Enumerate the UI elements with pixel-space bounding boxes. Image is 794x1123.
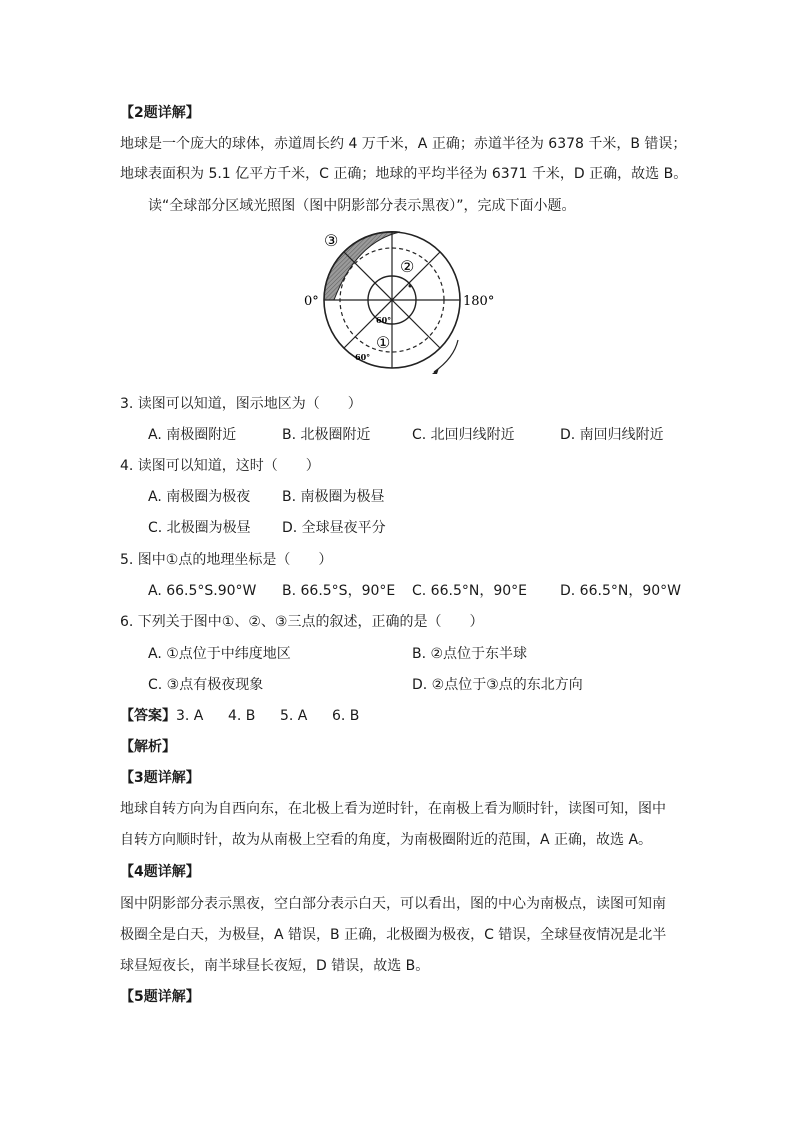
label-60-inner: 60°: [376, 315, 392, 325]
arrow-head-icon: [432, 368, 439, 374]
point-3-label: ③: [324, 231, 339, 250]
q3-stem: 3. 读图可以知道，图示地区为（ ）: [120, 396, 362, 412]
q4-option-b: B. 南极圈为极昼: [282, 489, 385, 505]
label-0-degrees: 0°: [304, 294, 319, 309]
label-180-degrees: 180°: [463, 294, 495, 309]
q4-option-a: A. 南极圈为极夜: [148, 489, 251, 505]
q5-stem: 5. 图中①点的地理坐标是（ ）: [120, 552, 333, 568]
q2-heading: 【2题详解】: [120, 105, 200, 121]
answer-6: 6. B: [332, 708, 360, 724]
answer-5: 5. A: [280, 708, 308, 724]
q2-explanation-line-2: 地球表面积为 5.1 亿平方千米，C 正确；地球的平均半径为 6371 千米，D 正确，故选 B。: [120, 166, 688, 182]
q3-option-a: A. 南极圈附近: [148, 427, 237, 443]
q3-option-b: B. 北极圈附近: [282, 427, 371, 443]
q6-option-a: A. ①点位于中纬度地区: [148, 646, 291, 662]
q3-detail-line-1: 地球自转方向为自西向东，在北极上看为逆时针，在南极上看为顺时针，读图可知，图中: [120, 801, 666, 817]
q3-option-d: D. 南回归线附近: [560, 427, 664, 443]
q4-option-c: C. 北极圈为极昼: [148, 520, 251, 536]
q4-detail-heading: 【4题详解】: [120, 864, 200, 880]
q3-option-c: C. 北回归线附近: [412, 427, 515, 443]
analysis-heading: 【解析】: [120, 739, 176, 755]
q6-option-c: C. ③点有极夜现象: [148, 677, 264, 693]
q3-detail-heading: 【3题详解】: [120, 770, 200, 786]
answer-4: 4. B: [228, 708, 256, 724]
q4-detail-line-3: 球昼短夜长，南半球昼长夜短，D 错误，故选 B。: [120, 958, 430, 974]
illumination-diagram: [296, 222, 496, 382]
label-60-outer: 60°: [355, 352, 371, 362]
answer-label: 【答案】: [120, 708, 176, 724]
q5-option-a: A. 66.5°S.90°W: [148, 583, 257, 599]
q4-option-d: D. 全球昼夜平分: [282, 520, 386, 536]
point-1-label: ①: [376, 333, 391, 352]
q3-detail-line-2: 自转方向顺时针，故为从南极上空看的角度，为南极圈附近的范围，A 正确，故选 A。: [120, 832, 653, 848]
q5-detail-heading: 【5题详解】: [120, 989, 200, 1005]
q6-option-d: D. ②点位于③点的东北方向: [412, 677, 583, 693]
q6-stem: 6. 下列关于图中①、②、③三点的叙述，正确的是（ ）: [120, 614, 484, 630]
q5-option-d: D. 66.5°N，90°W: [560, 583, 681, 599]
q2-explanation-line-1: 地球是一个庞大的球体，赤道周长约 4 万千米，A 正确；赤道半径为 6378 千米，B 错误；: [120, 136, 687, 152]
point-2-label: ②: [400, 257, 415, 276]
figure-intro: 读“全球部分区域光照图（图中阴影部分表示黑夜）”，完成下面小题。: [148, 198, 576, 214]
q5-option-c: C. 66.5°N，90°E: [412, 583, 527, 599]
q6-option-b: B. ②点位于东半球: [412, 646, 528, 662]
q4-detail-line-1: 图中阴影部分表示黑夜，空白部分表示白天，可以看出，图的中心为南极点，读图可知南: [120, 896, 666, 912]
q4-stem: 4. 读图可以知道，这时（ ）: [120, 458, 320, 474]
q5-option-b: B. 66.5°S，90°E: [282, 583, 396, 599]
answer-3: 3. A: [176, 708, 204, 724]
point-2-marker: [409, 285, 412, 288]
q4-detail-line-2: 极圈全是白天，为极昼，A 错误，B 正确，北极圈为极夜，C 错误，全球昼夜情况是北半: [120, 927, 667, 943]
